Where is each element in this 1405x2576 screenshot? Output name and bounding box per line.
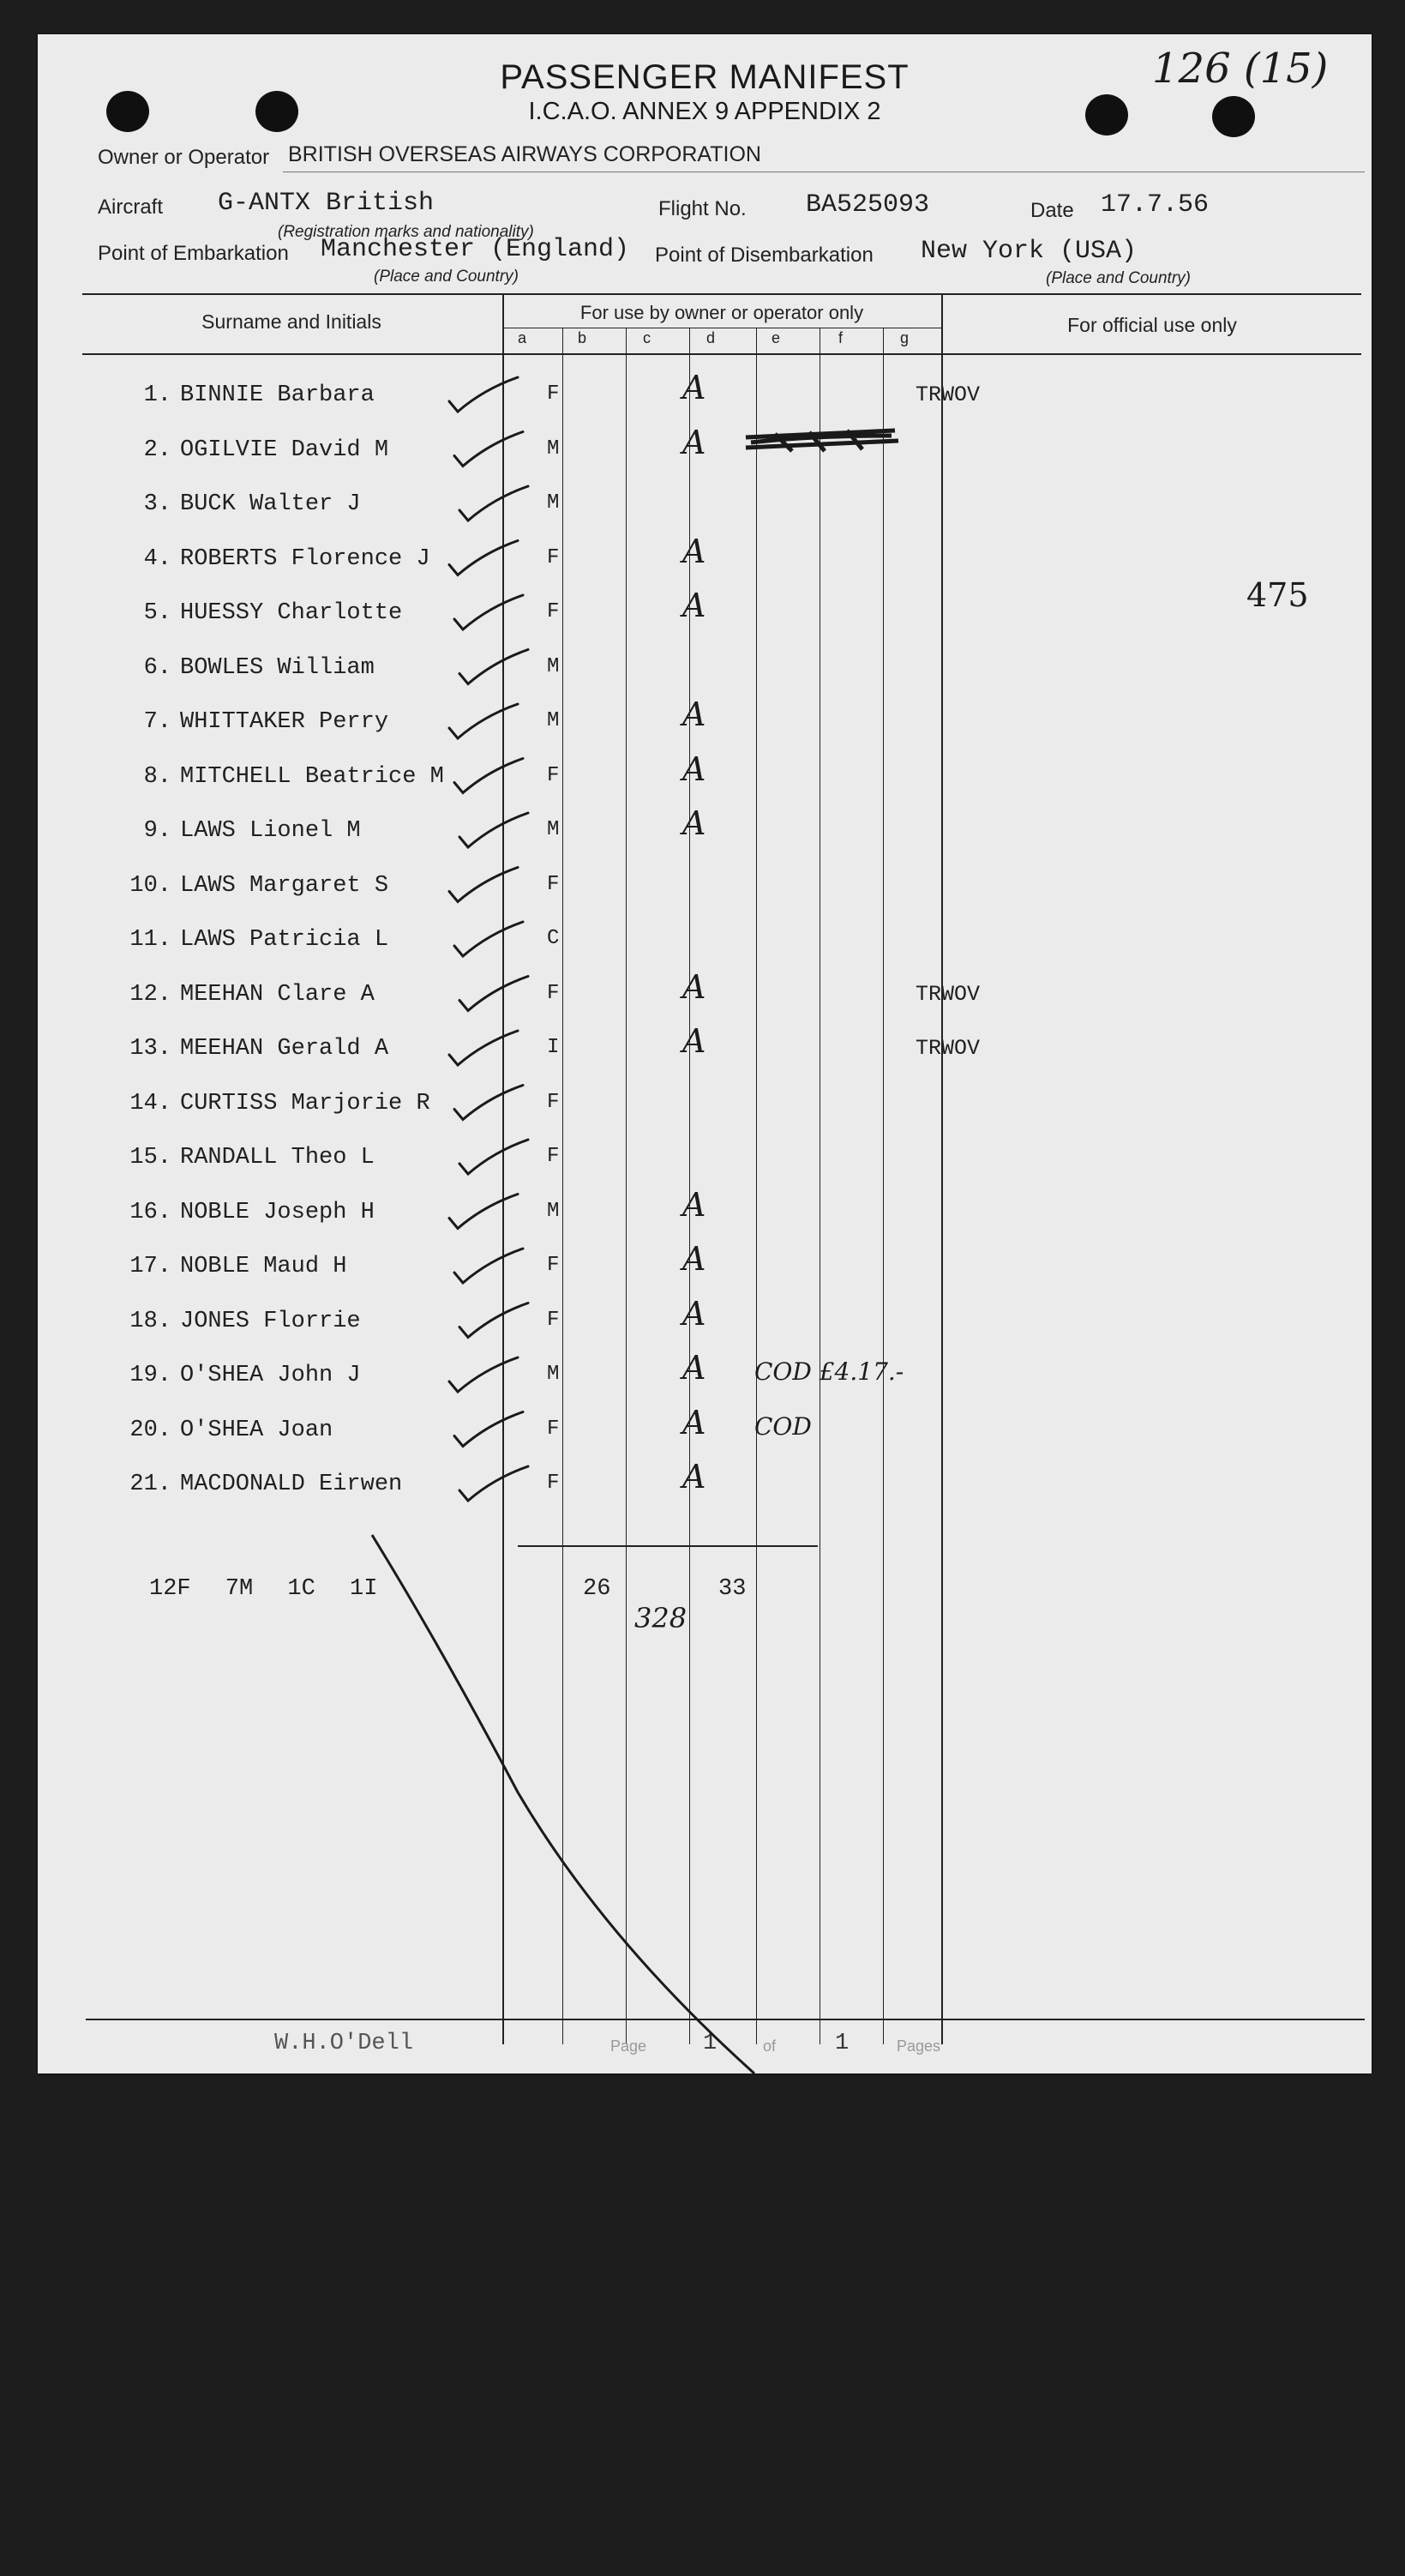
disembarkation-caption: (Place and Country): [1046, 269, 1191, 287]
total-d: 33: [718, 1576, 747, 1602]
tick-mark: [454, 595, 523, 629]
tick-marks: [449, 377, 528, 1501]
column-g-code: TRWOV: [916, 981, 981, 1007]
passenger-category: M: [547, 491, 560, 515]
flight-value: BA525093: [806, 190, 930, 220]
passenger-category: F: [547, 545, 560, 569]
passenger-name: LAWS Margaret S: [180, 872, 389, 899]
page-total: 1: [835, 2031, 850, 2056]
passenger-category: M: [547, 1199, 560, 1223]
tick-mark: [454, 1086, 523, 1120]
passenger-category: F: [547, 1472, 560, 1495]
passenger-name: WHITTAKER Perry: [180, 709, 389, 735]
column-c-mark: A: [682, 695, 706, 733]
column-c-mark: A: [682, 1403, 706, 1441]
tick-mark: [459, 977, 528, 1011]
passenger-category: F: [547, 600, 560, 623]
page-subtitle: I.C.A.O. ANNEX 9 APPENDIX 2: [528, 98, 881, 125]
passenger-number: 3.: [143, 491, 171, 517]
column-c-mark: A: [682, 1349, 706, 1387]
passenger-name: BOWLES William: [180, 654, 375, 681]
passenger-number: 11.: [129, 927, 171, 953]
diagonal-closing-line: [372, 1535, 754, 2073]
passenger-category: C: [547, 927, 560, 950]
passenger-name: MEEHAN Clare A: [180, 981, 375, 1008]
owner-use-header: For use by owner or operator only: [579, 302, 864, 323]
subcolumn-c: c: [643, 329, 651, 346]
passenger-category: M: [547, 1363, 560, 1386]
owner-label: Owner or Operator: [98, 146, 270, 169]
passenger-name: HUESSY Charlotte: [180, 600, 403, 626]
passenger-number: 6.: [143, 654, 171, 681]
column-c-mark: A: [682, 369, 706, 406]
subcolumn-a: a: [518, 329, 527, 346]
official-use-header: For official use only: [1067, 314, 1237, 336]
column-g-code: TRWOV: [916, 1036, 981, 1061]
tick-mark: [449, 377, 518, 412]
subcolumn-d: d: [706, 329, 716, 346]
total-b: 26: [583, 1576, 611, 1602]
subcolumn-b: b: [578, 329, 587, 346]
passenger-number: 12.: [129, 981, 171, 1008]
column-c-mark: A: [682, 587, 706, 624]
column-c-mark: A: [682, 1240, 706, 1278]
passenger-name: NOBLE Joseph H: [180, 1199, 375, 1225]
of-label: of: [763, 2037, 777, 2055]
page-number: 1: [703, 2031, 718, 2056]
passenger-number: 20.: [129, 1417, 171, 1443]
passenger-name: BUCK Walter J: [180, 491, 361, 517]
tick-mark: [454, 922, 523, 956]
passenger-number: 10.: [129, 872, 171, 899]
date-value: 17.7.56: [1101, 190, 1210, 220]
tick-mark: [449, 541, 518, 575]
passenger-number: 14.: [129, 1090, 171, 1116]
tick-mark: [454, 759, 523, 793]
payment-note: COD £4.17.-: [754, 1357, 904, 1386]
passenger-number: 1.: [143, 382, 171, 408]
margin-note: 475: [1246, 576, 1309, 614]
column-g-code: TRWOV: [916, 382, 981, 407]
disembarkation-value: New York (USA): [921, 237, 1138, 266]
subcolumn-e: e: [772, 329, 781, 346]
column-c-mark: A: [682, 1022, 706, 1060]
passenger-number: 7.: [143, 709, 171, 735]
date-label: Date: [1030, 199, 1074, 222]
passenger-name: ROBERTS Florence J: [180, 545, 430, 572]
passenger-name: MEEHAN Gerald A: [180, 1036, 389, 1062]
passenger-category: M: [547, 436, 560, 460]
passenger-name: LAWS Lionel M: [180, 818, 361, 844]
passenger-number: 4.: [143, 545, 171, 572]
aircraft-caption: (Registration marks and nationality): [278, 223, 534, 241]
passenger-category: M: [547, 818, 560, 841]
category-summary: 12F 7M 1C 1I: [149, 1576, 378, 1602]
passenger-category: F: [547, 1417, 560, 1441]
page-label: Page: [610, 2037, 647, 2055]
passenger-number: 15.: [129, 1145, 171, 1171]
tick-mark: [449, 868, 518, 902]
passenger-name: NOBLE Maud H: [180, 1254, 347, 1279]
passenger-number: 17.: [129, 1254, 171, 1279]
subcolumn-g: g: [900, 329, 910, 346]
tick-mark: [459, 486, 528, 521]
embarkation-label: Point of Embarkation: [98, 242, 289, 265]
tick-mark: [454, 432, 523, 466]
owner-value: BRITISH OVERSEAS AIRWAYS CORPORATION: [288, 142, 761, 166]
tick-mark: [454, 1249, 523, 1283]
passenger-name: OGILVIE David M: [180, 436, 389, 463]
passenger-number: 21.: [129, 1472, 171, 1497]
pages-label: Pages: [897, 2037, 941, 2055]
column-c-mark: A: [682, 532, 706, 570]
tick-mark: [459, 813, 528, 847]
passenger-number: 13.: [129, 1036, 171, 1062]
passenger-name: JONES Florrie: [180, 1308, 361, 1334]
passenger-category: F: [547, 1308, 560, 1332]
passenger-name: MITCHELL Beatrice M: [180, 763, 444, 790]
passenger-category: F: [547, 872, 560, 896]
column-c-mark: A: [682, 967, 706, 1006]
passenger-category: F: [547, 1145, 560, 1168]
passenger-category: F: [547, 981, 560, 1005]
corner-annotation: 126 (15): [1152, 45, 1329, 93]
column-c-mark: A: [682, 1185, 706, 1224]
passenger-category: F: [547, 763, 560, 787]
tick-mark: [449, 1031, 518, 1065]
tick-mark: [449, 1195, 518, 1229]
tick-mark: [459, 1466, 528, 1501]
passenger-name: CURTISS Marjorie R: [180, 1090, 430, 1116]
passenger-number: 18.: [129, 1308, 171, 1334]
tick-mark: [459, 650, 528, 684]
passenger-category: F: [547, 1254, 560, 1277]
passenger-number: 8.: [143, 763, 171, 790]
passenger-name: MACDONALD Eirwen: [180, 1472, 403, 1497]
flight-label: Flight No.: [658, 197, 747, 220]
column-c-mark: A: [682, 804, 706, 842]
page-title: PASSENGER MANIFEST: [500, 58, 910, 96]
passenger-name: BINNIE Barbara: [180, 382, 375, 408]
disembarkation-label: Point of Disembarkation: [655, 244, 874, 267]
embarkation-caption: (Place and Country): [374, 268, 519, 286]
aircraft-label: Aircraft: [98, 196, 164, 219]
passenger-number: 5.: [143, 600, 171, 626]
embarkation-value: Manchester (England): [321, 235, 630, 264]
tick-mark: [454, 1412, 523, 1447]
aircraft-value: G-ANTX British: [218, 189, 435, 218]
column-c-mark: A: [682, 423, 706, 461]
passenger-category: F: [547, 382, 560, 406]
passenger-name: O'SHEA Joan: [180, 1417, 333, 1443]
passenger-category: M: [547, 709, 560, 732]
column-c-mark: A: [682, 749, 706, 788]
signed-by: W.H.O'Dell: [274, 2031, 414, 2056]
tick-mark: [449, 704, 518, 738]
passenger-category: M: [547, 654, 560, 678]
passenger-name: O'SHEA John J: [180, 1363, 361, 1388]
passenger-name: RANDALL Theo L: [180, 1145, 375, 1171]
tick-mark: [449, 1357, 518, 1392]
manifest-sheet: [38, 34, 1372, 2073]
passenger-number: 19.: [129, 1363, 171, 1388]
tick-mark: [459, 1140, 528, 1174]
passenger-number: 9.: [143, 818, 171, 844]
payment-note: COD: [754, 1411, 812, 1441]
handwritten-marks: [38, 34, 1372, 2092]
tick-mark: [459, 1303, 528, 1338]
passenger-category: I: [547, 1036, 560, 1059]
passenger-category: F: [547, 1090, 560, 1114]
strike-through-mark: [746, 430, 898, 451]
passenger-name: LAWS Patricia L: [180, 927, 389, 953]
passenger-number: 2.: [143, 436, 171, 463]
column-c-mark: A: [682, 1294, 706, 1333]
name-column-header: Surname and Initials: [201, 310, 381, 333]
total-c: 328: [634, 1602, 687, 1634]
passenger-number: 16.: [129, 1199, 171, 1225]
column-c-mark: A: [682, 1458, 706, 1496]
subcolumn-f: f: [838, 329, 844, 346]
